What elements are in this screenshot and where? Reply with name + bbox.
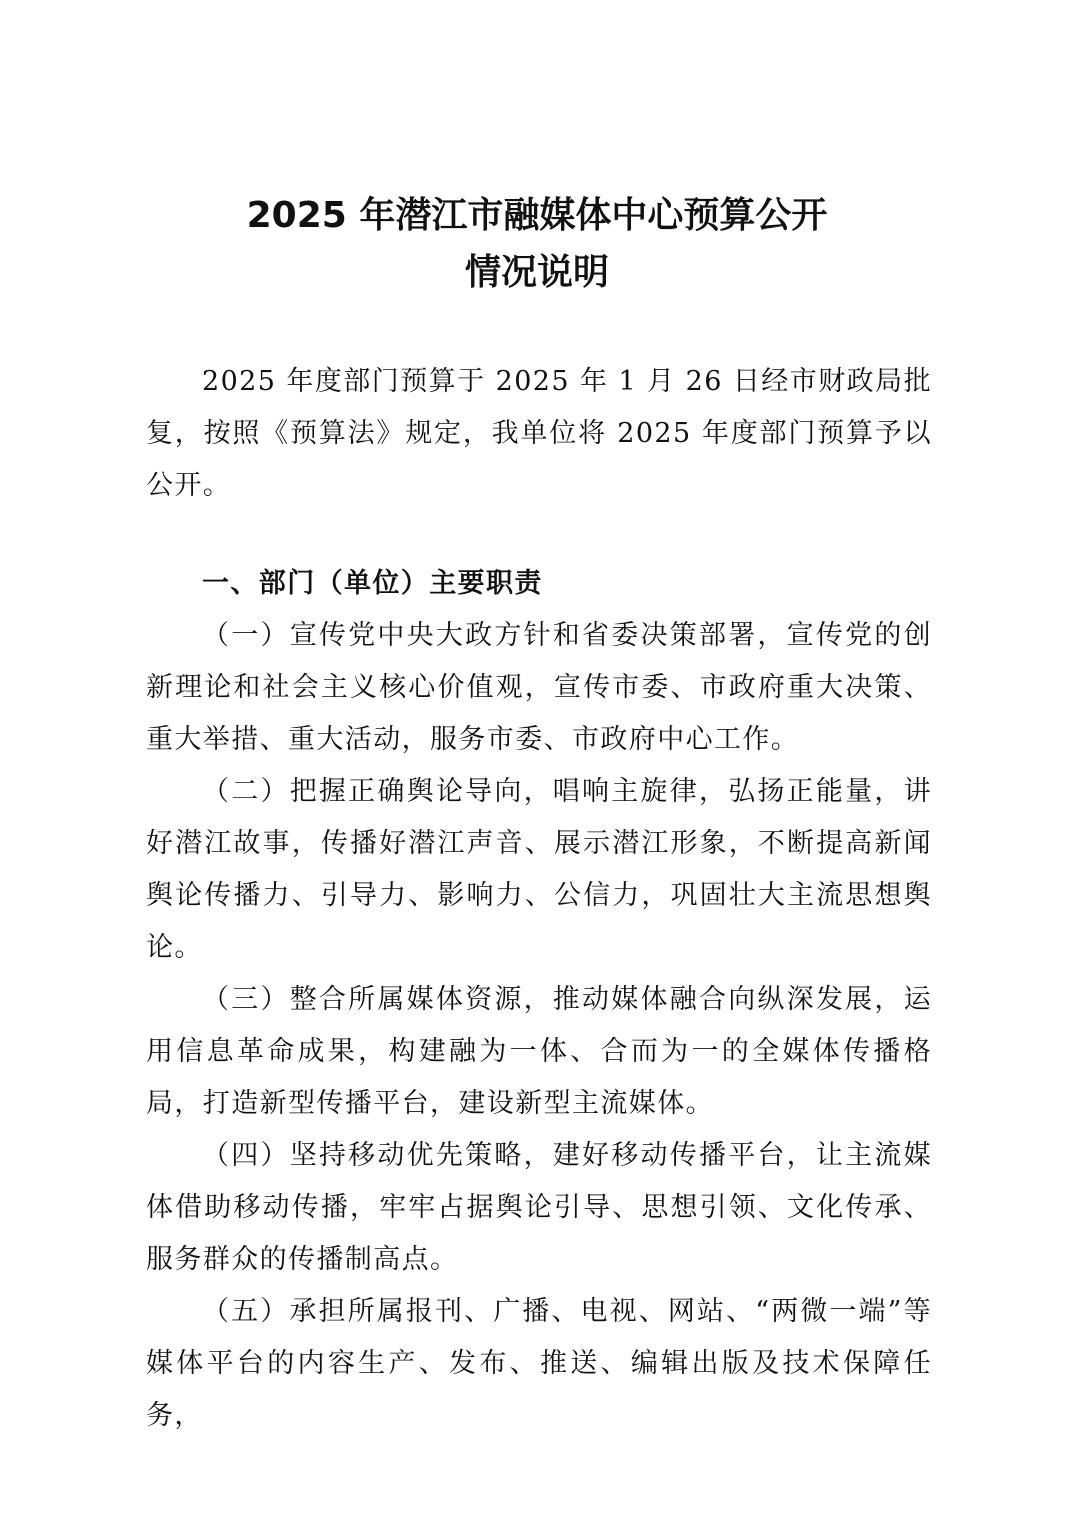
paragraph-5: （五）承担所属报刊、广播、电视、网站、“两微一端”等媒体平台的内容生产、发布、推送、编辑出版及技术保障任务， — [146, 1296, 932, 1431]
document-title-line2: 情况说明 — [464, 252, 609, 293]
paragraph-1: （一）宣传党中央大政方针和省委决策部署，宣传党的创新理论和社会主义核心价值观，宣传市委、市政府重大决策、重大举措、重大活动，服务市委、市政府中心工作。 — [146, 620, 932, 755]
paragraph-3: （三）整合所属媒体资源，推动媒体融合向纵深发展，运用信息革命成果，构建融为一体、合而为一的全媒体传播格局，打造新型传播平台，建设新型主流媒体。 — [146, 984, 932, 1119]
section-responsibilities — [146, 558, 932, 1442]
intro-paragraph: 2025 年度部门预算于 2025 年 1 月 26 日经市财政局批复，按照《预算法》规定，我单位将 2025 年度部门预算予以公开。 — [146, 366, 932, 501]
paragraph-4: （四）坚持移动优先策略，建好移动传播平台，让主流媒体借助移动传播，牢牢占据舆论引导、思想引领、文化传承、服务群众的传播制高点。 — [146, 1140, 932, 1275]
paragraph-2: （二）把握正确舆论导向，唱响主旋律，弘扬正能量，讲好潜江故事，传播好潜江声音、展示潜江形象，不断提高新闻舆论传播力、引导力、影响力、公信力，巩固壮大主流思想舆论。 — [146, 776, 932, 963]
intro-block — [146, 356, 932, 512]
document-title-line1: 2025 年潜江市融媒体中心预算公开 — [246, 195, 828, 236]
section-heading: 一、部门（单位）主要职责 — [202, 568, 543, 599]
